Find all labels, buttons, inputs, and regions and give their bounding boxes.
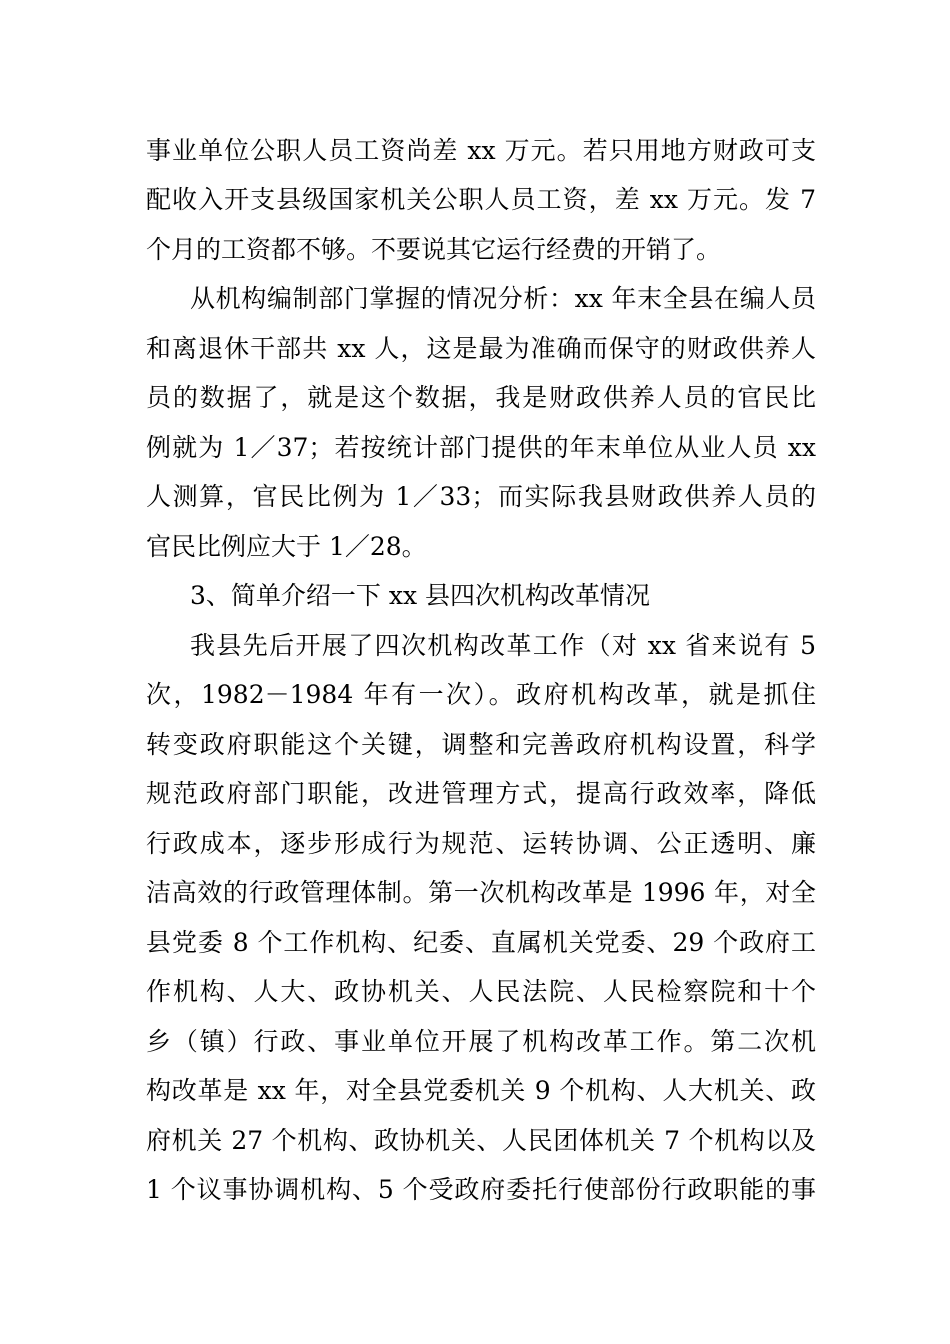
paragraph-3-line-1: 我县先后开展了四次机构改革工作（对 xx 省来说有 5 [190, 631, 816, 660]
body-text-line-3: 个月的工资都不够。不要说其它运行经费的开销了。 [146, 235, 722, 264]
paragraph-3-line-8: 作机构、人大、政协机关、人民法院、人民检察院和十个 [146, 977, 816, 1006]
paragraph-3-line-11: 府机关 27 个机构、政协机关、人民团体机关 7 个机构以及 [146, 1126, 816, 1155]
paragraph-3-line-7: 县党委 8 个工作机构、纪委、直属机关党委、29 个政府工 [146, 928, 816, 957]
paragraph-2-line-4: 例就为 1／37；若按统计部门提供的年末单位从业人员 xx [146, 433, 816, 462]
body-text-line-1: 事业单位公职人员工资尚差 xx 万元。若只用地方财政可支 [146, 136, 816, 165]
paragraph-2-line-6: 官民比例应大于 1／28。 [146, 532, 427, 561]
paragraph-3-line-9: 乡（镇）行政、事业单位开展了机构改革工作。第二次机 [146, 1027, 816, 1056]
paragraph-2-line-3: 员的数据了，就是这个数据，我是财政供养人员的官民比 [146, 383, 816, 412]
paragraph-3-line-2: 次，1982－1984 年有一次）。政府机构改革，就是抓住 [146, 680, 816, 709]
paragraph-3-line-3: 转变政府职能这个关键，调整和完善政府机构设置，科学 [146, 730, 816, 759]
section-heading-3: 3、简单介绍一下 xx 县四次机构改革情况 [190, 581, 650, 610]
paragraph-3-line-10: 构改革是 xx 年，对全县党委机关 9 个机构、人大机关、政 [146, 1076, 816, 1105]
paragraph-3-line-5: 行政成本，逐步形成行为规范、运转协调、公正透明、廉 [146, 829, 816, 858]
body-text-line-2: 配收入开支县级国家机关公职人员工资，差 xx 万元。发 7 [146, 185, 816, 214]
paragraph-3-line-6: 洁高效的行政管理体制。第一次机构改革是 1996 年，对全 [146, 878, 816, 907]
paragraph-2-line-5: 人测算，官民比例为 1／33；而实际我县财政供养人员的 [146, 482, 816, 511]
paragraph-3-line-12: 1 个议事协调机构、5 个受政府委托行使部份行政职能的事 [146, 1175, 816, 1204]
paragraph-3-line-4: 规范政府部门职能，改进管理方式，提高行政效率，降低 [146, 779, 816, 808]
paragraph-2-line-2: 和离退休干部共 xx 人，这是最为准确而保守的财政供养人 [146, 334, 816, 363]
paragraph-2-line-1: 从机构编制部门掌握的情况分析：xx 年末全县在编人员 [190, 284, 816, 313]
